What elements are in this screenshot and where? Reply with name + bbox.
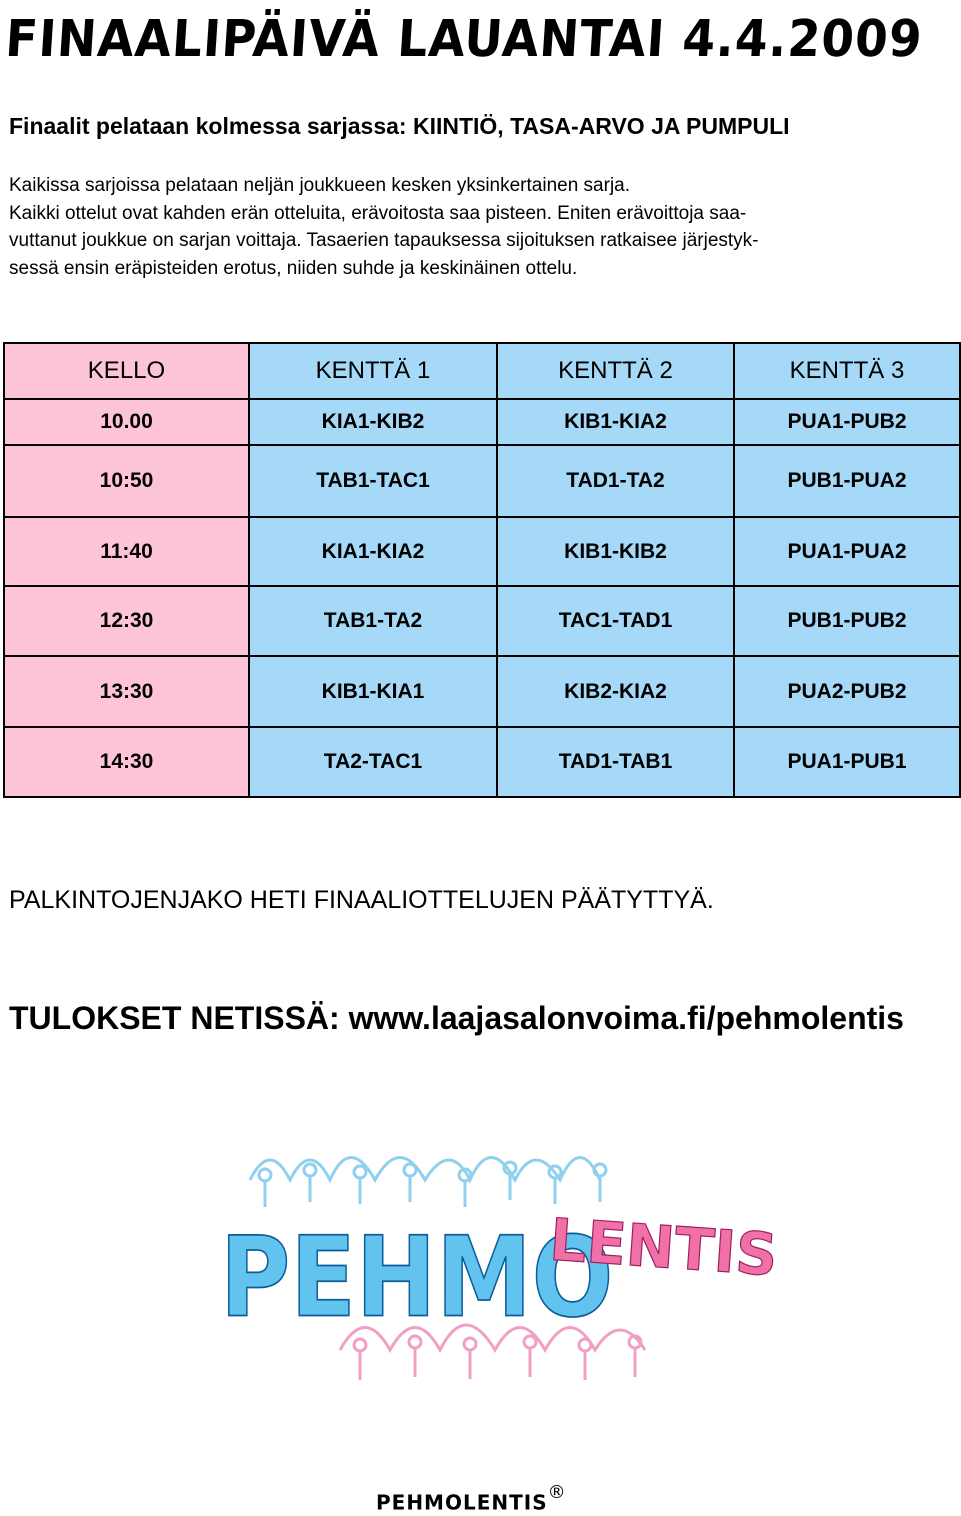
time-cell: 12:30 bbox=[4, 586, 249, 656]
match-cell: TAB1-TA2 bbox=[249, 586, 497, 656]
header-kentta-2: KENTTÄ 2 bbox=[497, 343, 734, 399]
header-kello: KELLO bbox=[4, 343, 249, 399]
match-cell: KIB2-KIA2 bbox=[497, 656, 734, 728]
schedule-row bbox=[4, 445, 960, 517]
match-cell: PUA2-PUB2 bbox=[734, 656, 960, 728]
match-cell: PUA1-PUA2 bbox=[734, 517, 960, 587]
match-cell: KIA1-KIA2 bbox=[249, 517, 497, 587]
match-cell: KIB1-KIA2 bbox=[497, 399, 734, 445]
pehmolentis-logo bbox=[210, 1120, 780, 1420]
brand-footer bbox=[376, 1482, 567, 1515]
brand-name: PEHMOLENTIS bbox=[376, 1490, 548, 1515]
intro-line: Kaikissa sarjoissa pelataan neljän joukkueen kesken yksinkertainen sarja. bbox=[9, 175, 631, 196]
results-link-text: TULOKSET NETISSÄ: www.laajasalonvoima.fi/pehmolentis bbox=[9, 1000, 904, 1036]
logo-word-pehmo: PEHMO bbox=[220, 1214, 614, 1343]
time-cell: 13:30 bbox=[4, 656, 249, 728]
intro-paragraph bbox=[9, 172, 951, 282]
page-title: FINAALIPÄIVÄ LAUANTAI 4.4.2009 bbox=[3, 9, 925, 69]
match-cell: PUB1-PUA2 bbox=[734, 445, 960, 517]
match-cell: KIA1-KIB2 bbox=[249, 399, 497, 445]
schedule-row bbox=[4, 656, 960, 728]
match-cell: TAB1-TAC1 bbox=[249, 445, 497, 517]
match-cell: TAC1-TAD1 bbox=[497, 586, 734, 656]
intro-line: vuttanut joukkue on sarjan voittaja. Tasaerien tapauksessa sijoituksen ratkaisee järjestyk- bbox=[9, 230, 759, 251]
figures-top-decoration bbox=[250, 1158, 606, 1208]
award-notice: PALKINTOJENJAKO HETI FINAALIOTTELUJEN PÄÄTYTTYÄ. bbox=[9, 886, 714, 914]
schedule-row bbox=[4, 517, 960, 587]
match-cell: PUA1-PUB1 bbox=[734, 727, 960, 797]
logo-word-lentis: LENTIS bbox=[547, 1205, 780, 1290]
schedule-header-row bbox=[4, 343, 960, 399]
intro-line: Kaikki ottelut ovat kahden erän otteluita, erävoitosta saa pisteen. Eniten erävoittoja saa- bbox=[9, 202, 747, 224]
match-cell: TAD1-TAB1 bbox=[497, 727, 734, 797]
match-cell: KIB1-KIB2 bbox=[497, 517, 734, 587]
registered-mark: ® bbox=[547, 1482, 567, 1503]
schedule-row bbox=[4, 399, 960, 445]
intro-line: sessä ensin eräpisteiden erotus, niiden suhde ja keskinäinen ottelu. bbox=[9, 257, 578, 279]
time-cell: 10:50 bbox=[4, 445, 249, 517]
match-cell: TAD1-TA2 bbox=[497, 445, 734, 517]
schedule-row bbox=[4, 586, 960, 656]
time-cell: 10.00 bbox=[4, 399, 249, 445]
match-cell: TA2-TAC1 bbox=[249, 727, 497, 797]
header-kentta-1: KENTTÄ 1 bbox=[249, 343, 497, 399]
match-cell: KIB1-KIA1 bbox=[249, 656, 497, 728]
schedule-table bbox=[3, 342, 961, 798]
header-kentta-3: KENTTÄ 3 bbox=[734, 343, 960, 399]
match-cell: PUA1-PUB2 bbox=[734, 399, 960, 445]
schedule-row bbox=[4, 727, 960, 797]
match-cell: PUB1-PUB2 bbox=[734, 586, 960, 656]
time-cell: 14:30 bbox=[4, 727, 249, 797]
time-cell: 11:40 bbox=[4, 517, 249, 587]
subtitle: Finaalit pelataan kolmessa sarjassa: KIINTIÖ, TASA-ARVO JA PUMPULI bbox=[9, 113, 790, 139]
